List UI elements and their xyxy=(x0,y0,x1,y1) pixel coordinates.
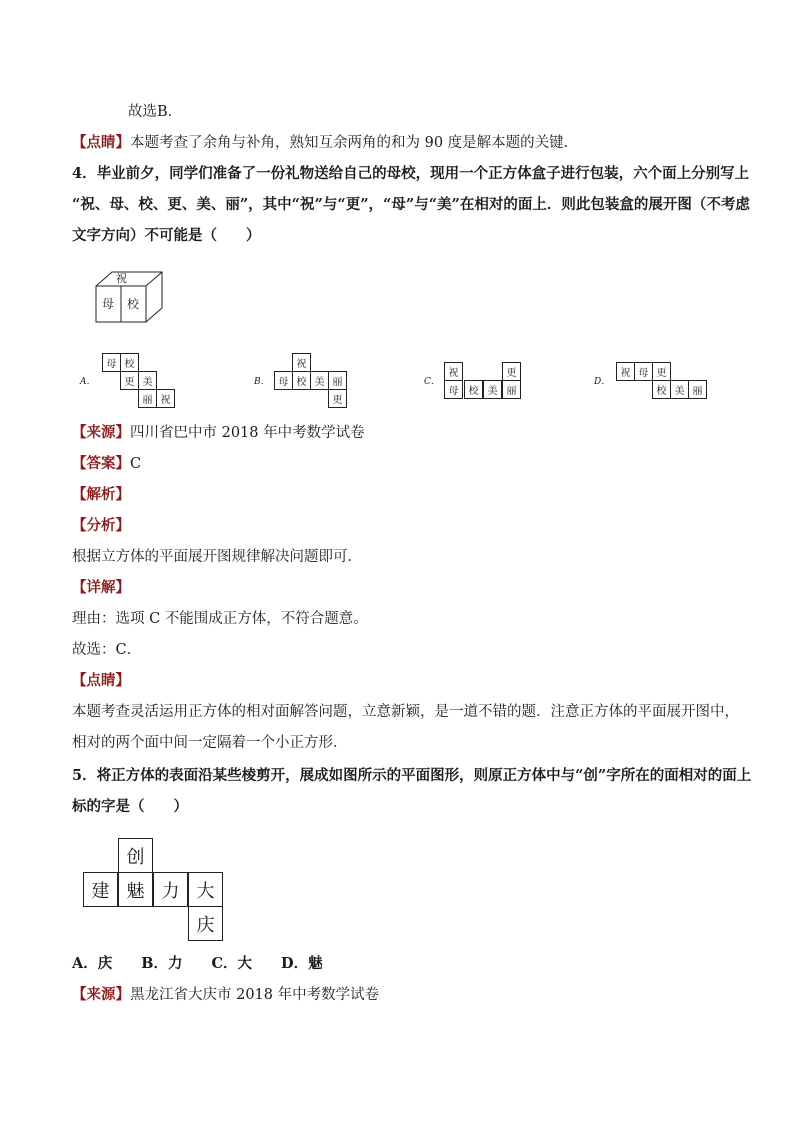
source-line-q4 xyxy=(72,423,365,443)
q5-line-1: 5．将正方体的表面沿某些棱剪开，展成如图所示的平面图形，则原正方体中与“创”字所在的面相对的面上 xyxy=(72,767,752,784)
net-cell: 母 xyxy=(274,371,293,390)
net-cell: 母 xyxy=(634,362,653,381)
net-cell: 庆 xyxy=(188,906,223,941)
cube-top-text: 祝 xyxy=(116,272,127,285)
note-tag: 【点睛】 xyxy=(72,134,130,151)
net-option-c xyxy=(444,362,524,402)
option-a-label: A． xyxy=(80,377,96,387)
net-cell: 更 xyxy=(652,362,671,381)
text-choose-b: 故选B． xyxy=(128,104,183,120)
note-line xyxy=(72,133,568,153)
net-cell: 更 xyxy=(328,389,347,408)
source-text: 黑龙江省大庆市 2018 年中考数学试卷 xyxy=(130,987,380,1003)
net-cell: 魅 xyxy=(118,872,153,907)
answer-line xyxy=(72,454,141,474)
net-option-b xyxy=(274,353,354,411)
net-cell: 更 xyxy=(120,371,139,390)
net-cell: 校 xyxy=(464,380,483,399)
q4-line-2: “祝、母、校、更、美、丽”，其中“祝”与“更”，“母”与“美”在相对的面上．则此包装盒的展开图（不考虑 xyxy=(72,196,750,213)
net-cell: 建 xyxy=(83,872,118,907)
fenxi-text: 根据立方体的平面展开图规律解决问题即可． xyxy=(72,549,362,565)
fenxi-tag: 【分析】 xyxy=(72,517,130,534)
net-cell: 祝 xyxy=(616,362,635,381)
net-cell: 校 xyxy=(292,371,311,390)
option-d-label: D． xyxy=(594,377,611,387)
net-option-d xyxy=(616,362,716,402)
net-cell: 校 xyxy=(120,353,139,372)
net-cell: 祝 xyxy=(292,353,311,372)
answer-tag: 【答案】 xyxy=(72,455,130,472)
note-text: 本题考查了余角与补角，熟知互余两角的和为 90 度是解本题的关键. xyxy=(130,135,569,151)
net-cell: 力 xyxy=(153,872,188,907)
q5-net xyxy=(83,838,228,948)
net-cell: 丽 xyxy=(138,389,157,408)
source-tag: 【来源】 xyxy=(72,424,130,441)
option-c-label: C． xyxy=(424,377,440,387)
q4-line-3: 文字方向）不可能是（ ） xyxy=(72,227,261,244)
answer-text: C xyxy=(130,456,142,472)
source-line-q5 xyxy=(72,985,379,1005)
source-tag: 【来源】 xyxy=(72,986,130,1003)
cube-right-text: 校 xyxy=(127,297,140,311)
net-cell: 丽 xyxy=(328,371,347,390)
analysis-tag: 【解析】 xyxy=(72,486,130,503)
net-option-a xyxy=(102,353,182,411)
source-text: 四川省巴中市 2018 年中考数学试卷 xyxy=(130,425,365,441)
net-cell: 母 xyxy=(444,380,463,399)
net-cell: 母 xyxy=(102,353,121,372)
net-cell: 校 xyxy=(652,380,671,399)
note2-line-2: 相对的两个面中间一定隔着一个小正方形． xyxy=(72,735,348,751)
q4-line-1: 4．毕业前夕，同学们准备了一份礼物送给自己的母校，现用一个正方体盒子进行包装，六个面上分别写上 xyxy=(72,165,750,182)
net-cell: 美 xyxy=(138,371,157,390)
cube-front-text: 母 xyxy=(102,297,115,311)
reason-text: 理由：选项 C 不能围成正方体，不符合题意。 xyxy=(72,611,368,627)
net-cell: 丽 xyxy=(502,380,521,399)
net-cell: 祝 xyxy=(156,389,175,408)
net-cell: 丽 xyxy=(688,380,707,399)
net-cell: 创 xyxy=(118,838,153,873)
net-cell: 更 xyxy=(502,362,521,381)
net-cell: 大 xyxy=(188,872,223,907)
option-b-label: B． xyxy=(254,377,270,387)
net-cell: 美 xyxy=(310,371,329,390)
choose-c-text: 故选：C． xyxy=(72,642,142,658)
q5-options: A．庆 B．力 C．大 D．魅 xyxy=(72,955,323,972)
net-cell: 美 xyxy=(670,380,689,399)
cube-figure xyxy=(94,270,166,326)
note2-tag: 【点睛】 xyxy=(72,672,130,689)
note2-line-1: 本题考查灵活运用正方体的相对面解答问题，立意新颖，是一道不错的题．注意正方体的平面展开图中， xyxy=(72,704,739,720)
net-cell: 祝 xyxy=(444,362,463,381)
xiangjie-tag: 【详解】 xyxy=(72,579,130,596)
net-cell: 美 xyxy=(483,380,502,399)
q5-line-2: 标的字是（ ） xyxy=(72,798,188,815)
